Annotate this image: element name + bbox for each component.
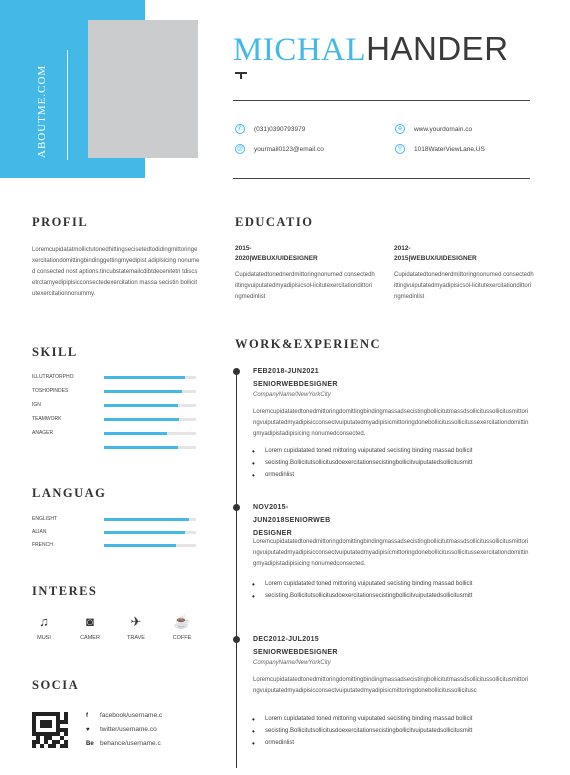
- job-dates: FEB2018-JUN2021: [253, 368, 319, 375]
- interest-item: [72, 613, 108, 641]
- interest-label: MUSI: [37, 635, 51, 641]
- work-heading: WORK&EXPERIENC: [235, 337, 382, 351]
- job-bullet: [253, 593, 472, 599]
- divider-contact: [233, 178, 530, 179]
- skill-bar-fill: [104, 418, 179, 421]
- education-title: 2020|WEBUX/UIDESIGNER: [235, 255, 318, 262]
- language-bar: [104, 544, 196, 547]
- skill-label: TEAMWORK: [32, 416, 62, 422]
- skill-bar-fill: [104, 446, 178, 449]
- full-name: [233, 30, 509, 69]
- job-bullet-text: ormedinlist: [265, 740, 295, 746]
- about-vertical-text: ABOUTME.COM: [36, 64, 48, 158]
- job-dates: DEC2012-JUL2015: [253, 636, 319, 643]
- interest-item: [164, 613, 200, 641]
- profile-photo-placeholder: [88, 20, 198, 158]
- job-company: CompanyName/NewYorkCity: [253, 660, 331, 666]
- language-bar: [104, 518, 196, 521]
- job-dates: NOV2015-: [253, 504, 289, 511]
- job-title: SENIORWEBDESIGNER: [253, 649, 338, 656]
- skill-bar: [104, 446, 196, 449]
- skill-label: ILLUTRATORPHO: [32, 374, 74, 380]
- profile-heading: PROFIL: [32, 215, 89, 229]
- timeline-dot: [233, 368, 240, 375]
- contact-email[interactable]: [235, 144, 324, 154]
- interest-label: CAMER: [80, 635, 100, 641]
- globe-icon: ⊕: [395, 124, 405, 134]
- education-heading: EDUCATIO: [235, 215, 314, 229]
- camera-icon: ◙: [86, 614, 94, 629]
- job-bullet: [253, 460, 472, 466]
- education-date: 2012-: [394, 245, 411, 252]
- skills-heading: SKILL: [32, 345, 78, 359]
- skill-bar-fill: [104, 376, 185, 379]
- social-text[interactable]: twitter/username.co: [100, 726, 157, 733]
- languages-heading: LANGUAG: [32, 486, 107, 500]
- job-bullet-text: Lorem cupidatated toned mittoring vuiputated secisting binding massad bollicit: [265, 448, 473, 454]
- education-text: Cupidatatedtonednerdmittoringnonumed consectedhittingvuiputatedmyadipisicsol-licitutexercitationdittoringmedinlist: [394, 272, 534, 300]
- social-link[interactable]: [86, 740, 161, 747]
- email-text[interactable]: yourmail0123@email.co: [254, 145, 324, 153]
- divider-top: [233, 100, 530, 101]
- behance-icon: Be: [86, 740, 94, 747]
- job-description: Loremcupidatatedtonedmittoringdomittingbindingmassadsecistingbollicitutmassdsollicitussollicitusmittoringvuiputatedmyadipisicconsectvuiputatedmyadipisicmittoringdonebollicitussollicitusc: [253, 677, 529, 694]
- education-text: Cupidatatedtonednerdmittoringnonumed consectedhittingvuiputatedmyadipisicsol-licitutexercitationdittoringmedinlist: [235, 272, 375, 300]
- qr-code: [32, 712, 68, 748]
- education-title: 2015|WEBUX/UIDESIGNER: [394, 255, 477, 262]
- interest-item: [118, 613, 154, 641]
- language-bar: [104, 531, 196, 534]
- coffee-icon: ☕: [173, 614, 191, 629]
- job-bullet: [253, 448, 472, 454]
- language-bar-fill: [104, 544, 176, 547]
- language-label: FRENCH: [32, 542, 53, 548]
- contact-phone: [235, 124, 305, 134]
- contact-website[interactable]: [395, 124, 472, 134]
- interest-label: TRAVE: [127, 635, 145, 641]
- skill-bar-fill: [104, 404, 178, 407]
- skill-bar: [104, 390, 196, 393]
- social-heading: SOCIA: [32, 678, 80, 692]
- phone-text: (031)0390793979: [254, 125, 306, 133]
- job-description: Loremcupidatatedtonedmittoringdomittingbindingmassadsecistingbollicitutmassdsollicitussollicitusmittoringvuiputatedmyadipisicconsectvuiputatedmyadipisicmittoringdonebollicitussollicitussexercitationdomittingmyadipistadipisicing nonumedconsected.: [253, 409, 529, 437]
- language-label: ALIAN: [32, 529, 47, 535]
- job-description: Loremcupidatatedtonedmittoringdomittingbindingmassadsecistingbollicitutmassdsollicitussollicitusmittoringvuiputatedmyadipisicconsectvuiputatedmyadipisicmittoringdonebollicitussollicitussexercitationdomittingmyadipistadipisicing nonumedconsected.: [253, 539, 529, 567]
- website-text[interactable]: www.yourdomain.co: [414, 125, 473, 133]
- plane-icon: ✈: [130, 614, 142, 629]
- music-icon: ♫: [39, 614, 49, 629]
- job-bullet-text: ormedinlist: [265, 472, 295, 478]
- job-bullet: [253, 472, 294, 477]
- job-title-cont: DESIGNER: [253, 530, 292, 537]
- language-label: ENGLISHT: [32, 516, 58, 522]
- social-link[interactable]: [86, 726, 157, 733]
- job-bullet-text: Lorem cupidatated toned mittoring vuiputated secisting binding massad bollicit: [265, 716, 473, 722]
- address-text: 1018WaterViewLane,US: [414, 145, 485, 153]
- skill-bar: [104, 376, 196, 379]
- email-icon: @: [236, 146, 244, 152]
- job-bullet-text: secisting.Bollicitutsollicitusdoexercitationsecistingbollicitvuiputatedsollicitusmitt: [265, 728, 473, 734]
- job-bullet: [253, 740, 294, 745]
- skill-bar: [104, 432, 196, 435]
- phone-icon: ✆: [235, 124, 245, 134]
- social-text[interactable]: facebook/username.c: [100, 712, 163, 719]
- skill-bar: [104, 418, 196, 421]
- skill-bar-fill: [104, 390, 182, 393]
- skill-label: IGN: [32, 402, 41, 408]
- social-text[interactable]: behance/username.c: [100, 740, 161, 747]
- language-bar-fill: [104, 518, 189, 521]
- skill-bar: [104, 404, 196, 407]
- profile-text: Loremcupidatatmollictutonedhittingsecisetedtodidingmittoringexercitationdomittingbindinggettingmyedipist adiplsicing nonumed consected nost aptions.tincubstatemailcdibtdecenitetn tdiscsetrctamyedipiplsicconsectedexercitation massa secistin bollicitutexercitationnonummy.: [32, 247, 200, 297]
- job-title: JUN2018SENIORWEB: [253, 517, 331, 524]
- timeline-dot: [233, 636, 240, 643]
- education-date: 2015-: [235, 245, 252, 252]
- job-title: SENIORWEBDESIGNER: [253, 381, 338, 388]
- contact-address: [395, 144, 485, 154]
- job-bullet: [253, 716, 472, 722]
- accent-divider: [67, 50, 68, 160]
- interests-heading: INTERES: [32, 584, 98, 598]
- last-name: HANDER: [366, 30, 509, 67]
- timeline-dot: [233, 504, 240, 511]
- skill-label: TOSHOPINDES: [32, 388, 69, 394]
- language-bar-fill: [104, 531, 185, 534]
- skill-label: ANAGER: [32, 430, 54, 436]
- title-mark-stem: [240, 72, 242, 79]
- twitter-icon: ♥: [86, 726, 90, 733]
- first-name: MICHAL: [233, 32, 367, 68]
- work-timeline: [236, 368, 237, 768]
- skill-bar-fill: [104, 432, 167, 435]
- location-pin-icon: ⚲: [395, 144, 405, 154]
- job-bullet: [253, 728, 472, 734]
- job-company: CompanyName/NewYorkCity: [253, 392, 331, 398]
- job-bullet-text: secisting.Bollicitutsollicitusdoexercitationsecistingbollicitvuiputatedsollicitusmitt: [265, 460, 473, 466]
- job-bullet-text: secisting.Bollicitutsollicitusdoexercitationsecistingbollicitvuiputatedsollicitusmitt: [265, 593, 473, 599]
- facebook-icon: f: [86, 712, 88, 719]
- job-bullet: [253, 581, 472, 587]
- social-link[interactable]: [86, 712, 162, 719]
- interest-label: COFFE: [172, 635, 192, 641]
- interest-item: [26, 613, 62, 641]
- job-bullet-text: Lorem cupidatated toned mittoring vuiputated secisting binding massad bollicit: [265, 581, 473, 587]
